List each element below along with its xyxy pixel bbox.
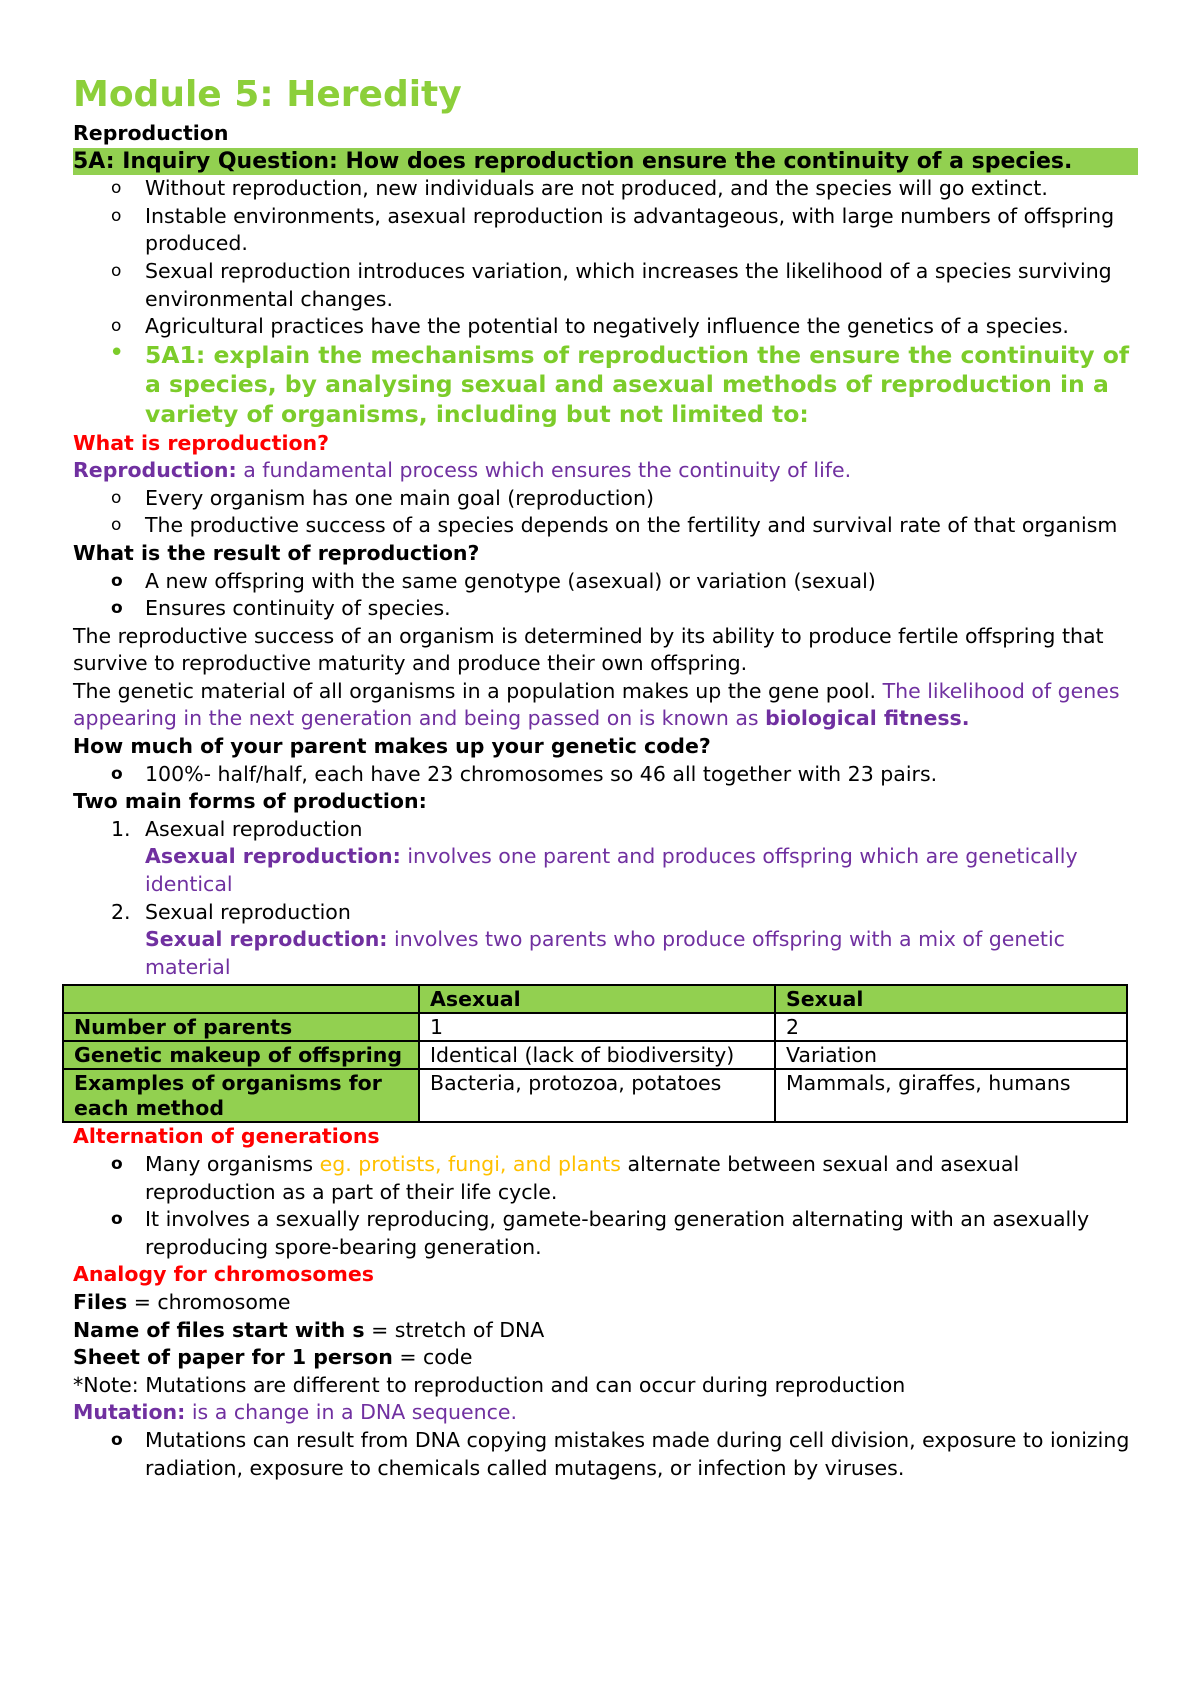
bullet-marker: o <box>111 598 123 619</box>
heading-alternation: Alternation of generations <box>73 1124 380 1149</box>
bullet-marker: o <box>111 1209 123 1230</box>
table-header-cell: Sexual <box>775 985 1127 1013</box>
table-row <box>63 1069 1127 1122</box>
paragraph-reproductive-success: The reproductive success of an organism is determined by its ability to produce fertile offspring that survive to reproductive maturity and produce their own offspring. <box>73 623 1104 676</box>
table-cell: Variation <box>775 1041 1127 1069</box>
table-row-label: Genetic makeup of offspring <box>63 1041 419 1069</box>
table-row <box>63 1013 1127 1041</box>
list-item: o It involves a sexually reproducing, gamete-bearing generation alternating with an asexually reproducing spore-bearing generation. <box>111 1207 1090 1259</box>
analogy-line: Name of files start with s = stretch of DNA <box>73 1317 545 1342</box>
list-item: o A new offspring with the same genotype (asexual) or variation (sexual) <box>73 568 1138 596</box>
comparison-table <box>62 984 1128 1123</box>
table-row <box>63 1041 1127 1069</box>
inquiry-question: 5A: Inquiry Question: How does reproduction ensure the continuity of a species. <box>73 148 1138 176</box>
heading-forms: Two main forms of production: <box>73 789 427 814</box>
syllabus-point: • 5A1: explain the mechanisms of reproduction the ensure the continuity of a species, by analysing sexual and asexual methods of reproduction in a variety of organisms, including but not limited to: <box>109 337 1130 428</box>
list-item: o Ensures continuity of species. <box>73 595 1138 623</box>
numbered-item: 2. Sexual reproduction <box>111 899 351 924</box>
numbered-item: 1. Asexual reproduction <box>111 816 363 841</box>
document-content <box>73 70 1138 1482</box>
bullet-marker: o <box>111 487 122 508</box>
mutation-definition: Mutation: is a change in a DNA sequence. <box>73 1400 518 1425</box>
table-cell: 2 <box>775 1013 1127 1041</box>
page-title: Module 5: Heredity <box>73 74 462 115</box>
paragraph-gene-pool: The genetic material of all organisms in a population makes up the gene pool. The likelihood of genes appearing in the next generation and being passed on is known as biological fitness. <box>73 678 1120 731</box>
bullet-marker: o <box>111 316 122 337</box>
heading-parent: How much of your parent makes up your genetic code? <box>73 734 711 759</box>
list-item: o Sexual reproduction introduces variation, which increases the likelihood of a species surviving environmental changes. <box>111 258 1112 311</box>
section-heading: Reproduction <box>73 121 229 145</box>
bullet-marker: o <box>111 1154 123 1174</box>
list-item: o The productive success of a species depends on the fertility and survival rate of that organism <box>73 512 1138 540</box>
list-item: o Many organisms eg. protists, fungi, and plants alternate between sexual and asexual reproduction as a part of their life cycle. <box>111 1152 1020 1204</box>
bullet-marker: o <box>111 570 123 591</box>
dot-bullet: • <box>109 337 125 368</box>
numbered-item-definition: Asexual reproduction: involves one parent and produces offspring which are genetically identical <box>145 844 1078 897</box>
list-item: o Instable environments, asexual reproduction is advantageous, with large numbers of offspring produced. <box>111 203 1115 256</box>
reproduction-definition: Reproduction: a fundamental process which ensures the continuity of life. <box>73 458 852 483</box>
table-cell: Mammals, giraffes, humans <box>775 1069 1127 1122</box>
table-header-row <box>63 985 1127 1013</box>
bullet-marker: o <box>111 205 122 226</box>
heading-what-is-reproduction: What is reproduction? <box>73 430 330 455</box>
list-item: o Every organism has one main goal (reproduction) <box>73 485 1138 513</box>
table-row-label: Examples of organisms for each method <box>63 1069 419 1122</box>
analogy-line: Files = chromosome <box>73 1289 291 1314</box>
table-header-cell: Asexual <box>419 985 775 1013</box>
table-cell: 1 <box>419 1013 775 1041</box>
bullet-marker: o <box>111 1429 123 1450</box>
table-header-cell <box>63 985 419 1013</box>
note: *Note: Mutations are different to reproduction and can occur during reproduction <box>73 1372 906 1397</box>
bullet-marker: o <box>111 178 122 199</box>
analogy-line: Sheet of paper for 1 person = code <box>73 1345 473 1370</box>
heading-result: What is the result of reproduction? <box>73 540 480 565</box>
bullet-marker: o <box>111 260 122 281</box>
table-cell: Identical (lack of biodiversity) <box>419 1041 775 1069</box>
table-cell: Bacteria, protozoa, potatoes <box>419 1069 775 1122</box>
bullet-marker: o <box>111 515 122 536</box>
bullet-marker: o <box>111 763 123 784</box>
list-item: o Mutations can result from DNA copying mistakes made during cell division, exposure to ionizing radiation, exposure to chemicals called mutagens, or infection by viruses. <box>111 1427 1130 1480</box>
list-item: o Agricultural practices have the potential to negatively influence the genetics of a species. <box>73 313 1138 341</box>
numbered-item-definition: Sexual reproduction: involves two parents who produce offspring with a mix of genetic material <box>145 927 1065 979</box>
heading-analogy: Analogy for chromosomes <box>73 1262 374 1287</box>
list-item: o Without reproduction, new individuals are not produced, and the species will go extinct. <box>73 175 1138 203</box>
list-item: o 100%- half/half, each have 23 chromosomes so 46 all together with 23 pairs. <box>73 761 1138 789</box>
table-row-label: Number of parents <box>63 1013 419 1041</box>
